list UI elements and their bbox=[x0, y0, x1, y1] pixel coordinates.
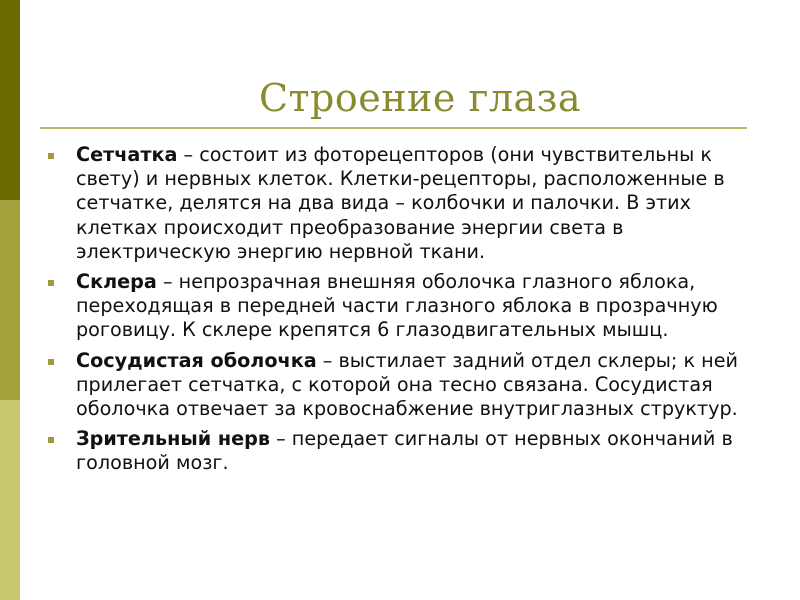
term-label: Сетчатка bbox=[76, 143, 178, 166]
term-label: Зрительный нерв bbox=[76, 427, 271, 451]
term-label: Склера bbox=[76, 270, 157, 294]
bullet-icon bbox=[48, 437, 54, 443]
bullet-icon bbox=[48, 153, 54, 159]
list-item-sclera bbox=[44, 270, 764, 343]
side-bar-dark bbox=[0, 0, 20, 200]
slide-title: Строение глаза bbox=[258, 76, 582, 120]
term-label: Сосудистая оболочка bbox=[76, 348, 317, 372]
title-divider bbox=[40, 127, 747, 129]
side-bar-light bbox=[0, 400, 20, 600]
side-bar-mid bbox=[0, 200, 20, 400]
list-item-retina bbox=[44, 143, 764, 264]
term-description: – состоит из фоторецепторов (они чувствительны к свету) и нервных клеток. Клетки-рецепторы, расположенные в сетчатке, делятся на два вида – колбочки и палочки. В этих клетках происходит преобразование энергии света в электрическую энергию нервной ткани. bbox=[76, 143, 725, 263]
list-item-optic-nerve bbox=[44, 427, 764, 475]
list-item-choroid bbox=[44, 349, 764, 422]
term-description: – передает сигналы от нервных окончаний в головной мозг. bbox=[76, 427, 733, 475]
term-description: – непрозрачная внешняя оболочка глазного яблока, переходящая в передней части глазного яблока в прозрачную роговицу. К склере крепятся 6 глазодвигательных мышц. bbox=[76, 270, 718, 342]
bullet-icon bbox=[48, 359, 54, 365]
bullet-icon bbox=[48, 280, 54, 286]
term-description: – выстилает задний отдел склеры; к ней прилегает сетчатка, с которой она тесно связана. Сосудистая оболочка отвечает за кровоснабжение внутриглазных структур. bbox=[76, 348, 738, 421]
bullet-list bbox=[44, 143, 764, 482]
